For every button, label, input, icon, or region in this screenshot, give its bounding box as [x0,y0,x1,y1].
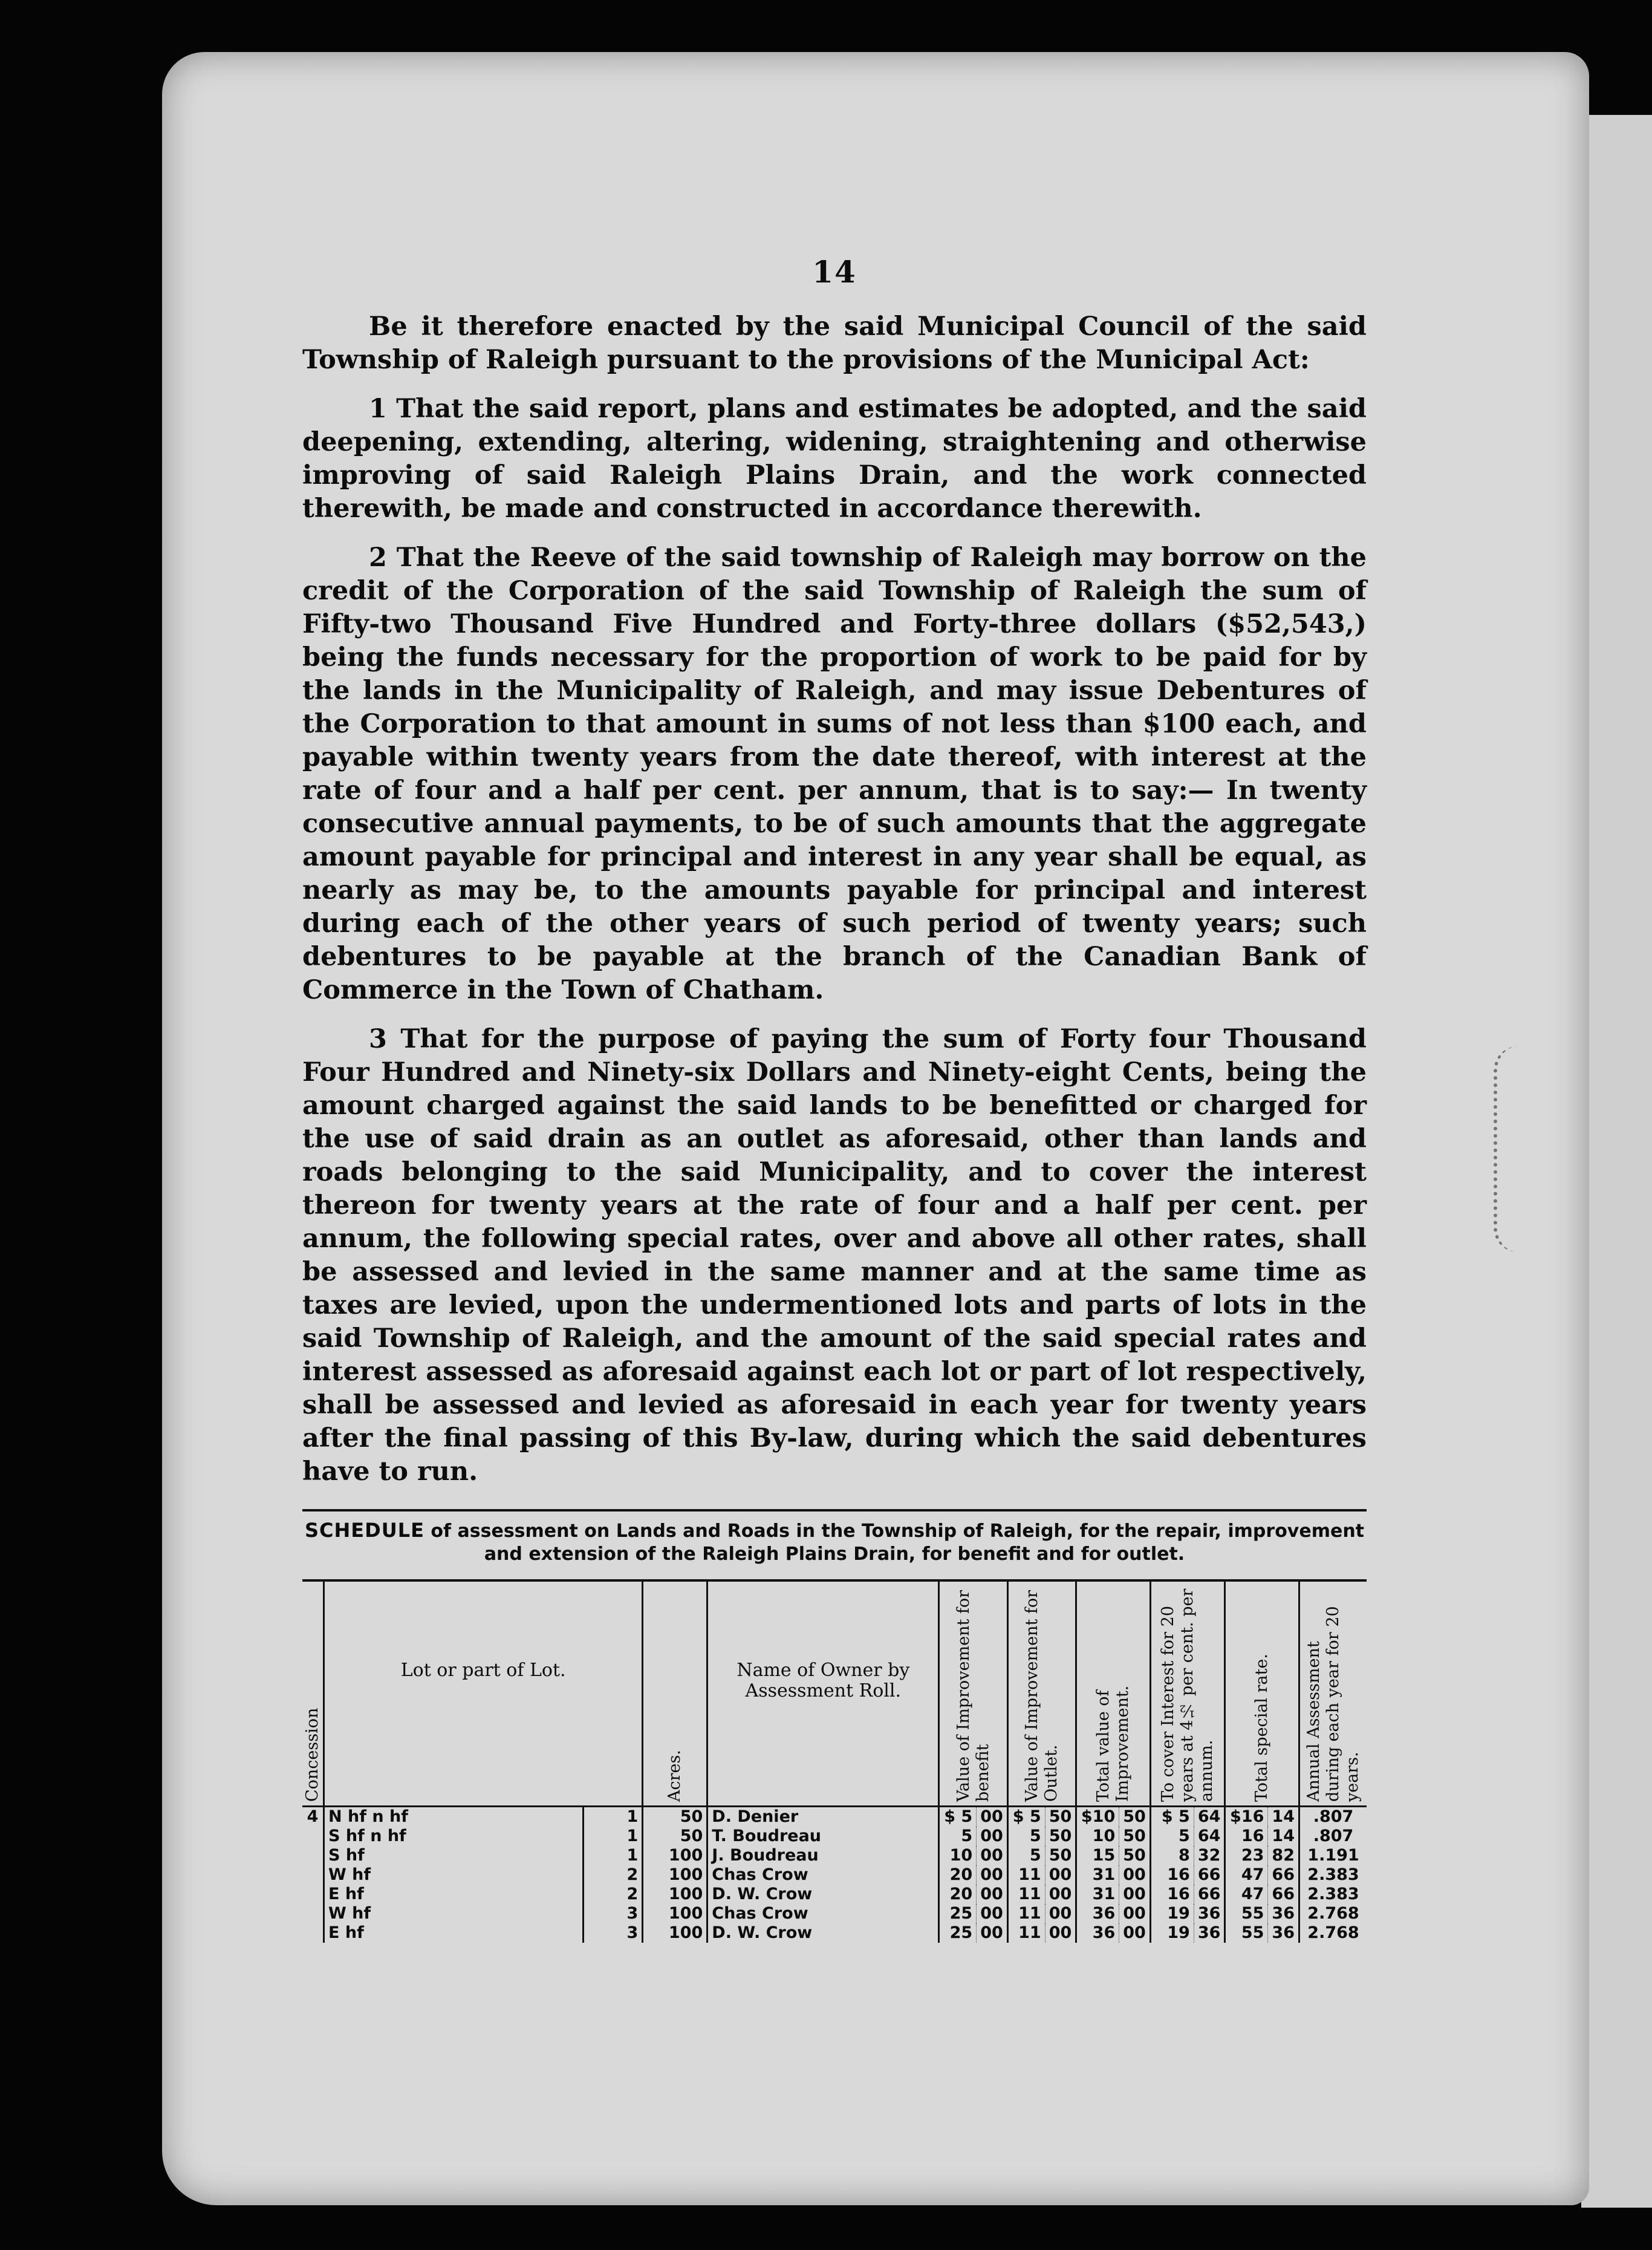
table-row [302,1885,1367,1904]
benefit-cents-cell: 00 [977,1827,1008,1846]
interest-dollars-cell: 5 [1150,1827,1194,1846]
col-header-interest: To cover Interest for 20 years at 4½ per cent. per annum. [1150,1580,1225,1807]
owner-cell: D. W. Crow [707,1885,939,1904]
schedule-caption [302,1519,1367,1566]
acres-cell: 50 [643,1827,707,1846]
lot-number-cell: 3 [583,1923,643,1943]
col-header-acres: Acres. [643,1580,707,1807]
outlet-dollars-cell: 11 [1007,1885,1045,1904]
interest-dollars-cell: 16 [1150,1865,1194,1885]
acres-cell: 100 [643,1885,707,1904]
col-header-outlet: Value of Improvement for Outlet. [1007,1580,1076,1807]
table-row [302,1807,1367,1827]
acres-cell: 100 [643,1865,707,1885]
outlet-dollars-cell: 5 [1007,1827,1045,1846]
benefit-cents-cell: 00 [977,1923,1008,1943]
benefit-dollars-cell: 25 [939,1923,977,1943]
facing-page-edge [1581,115,1652,2208]
outlet-cents-cell: 50 [1045,1846,1076,1865]
table-row [302,1904,1367,1923]
interest-cents-cell: 36 [1194,1923,1225,1943]
benefit-cents-cell: 00 [977,1807,1008,1827]
interest-cents-cell: 36 [1194,1904,1225,1923]
lot-cell: W hf [324,1865,584,1885]
concession-cell [302,1827,324,1846]
annual-assessment-cell: 2.768 [1299,1904,1367,1923]
acres-cell: 100 [643,1846,707,1865]
benefit-dollars-cell: 20 [939,1885,977,1904]
total-cents-cell: 50 [1119,1846,1151,1865]
outlet-cents-cell: 00 [1045,1904,1076,1923]
lot-number-cell: 2 [583,1865,643,1885]
table-header-row [302,1580,1367,1807]
interest-dollars-cell: 19 [1150,1923,1194,1943]
outlet-cents-cell: 00 [1045,1885,1076,1904]
special-cents-cell: 36 [1268,1923,1299,1943]
outlet-dollars-cell: 5 [1007,1846,1045,1865]
benefit-dollars-cell: 25 [939,1904,977,1923]
assessment-schedule-table [302,1579,1367,1943]
acres-cell: 50 [643,1807,707,1827]
special-cents-cell: 14 [1268,1807,1299,1827]
benefit-cents-cell: 00 [977,1885,1008,1904]
lot-number-cell: 1 [583,1807,643,1827]
lot-cell: S hf n hf [324,1827,584,1846]
outlet-dollars-cell: 11 [1007,1904,1045,1923]
outlet-dollars-cell: 11 [1007,1923,1045,1943]
schedule-rule [302,1509,1367,1511]
section-1: 1 That the said report, plans and estimates be adopted, and the said deepening, extending, altering, widening, straightening and otherwise improving of said Raleigh Plains Drain, and the work connected therewith, be made and constructed in accordance therewith. [302,394,1367,524]
total-dollars-cell: 10 [1076,1827,1119,1846]
section-2: 2 That the Reeve of the said township of Raleigh may borrow on the credit of the Corporation of the said Township of Raleigh the sum of Fifty-two Thousand Five Hundred and Forty-three dollars ($52,543,) being the funds necessary for the proportion of work to be paid for by the lands in the Municipality of Raleigh, and may issue Debentures of the Corporation to that amount in sums of not less than $100 each, and payable within twenty years from the date thereof, with interest at the rate of four and a half per cent. per annum, that is to say:— In twenty consecutive annual payments, to be of such amounts that the aggregate amount payable for principal and interest in any year shall be equal, as nearly as may be, to the amounts payable for principal and interest during each of the other years of such period of twenty years; such debentures to be payable at the branch of the Canadian Bank of Commerce in the Town of Chatham. [302,543,1367,1005]
total-cents-cell: 50 [1119,1827,1151,1846]
interest-dollars-cell: 8 [1150,1846,1194,1865]
interest-dollars-cell: 19 [1150,1904,1194,1923]
concession-cell [302,1846,324,1865]
table-row [302,1923,1367,1943]
schedule-body [302,1807,1367,1943]
total-cents-cell: 00 [1119,1865,1151,1885]
total-dollars-cell: $10 [1076,1807,1119,1827]
annual-assessment-cell: .807 [1299,1807,1367,1827]
section-3: 3 That for the purpose of paying the sum of Forty four Thousand Four Hundred and Ninety-six Dollars and Ninety-eight Cents, being the amount charged against the said lands to be benefitted or charged for the use of said drain as an outlet as aforesaid, other than lands and roads belonging to the said Municipality, and to cover the interest thereon for twenty years at the rate of four and a half per cent. per annum, the following special rates, over and above all other rates, shall be assessed and levied in the same manner and at the same time as taxes are levied, upon the undermentioned lots and parts of lots in the said Township of Raleigh, and the amount of the said special rates and interest assessed as aforesaid against each lot or part of lot respectively, shall be assessed and levied as aforesaid in each year for twenty years after the final passing of this By-law, during which the said debentures have to run. [302,1024,1367,1487]
interest-cents-cell: 66 [1194,1865,1225,1885]
interest-cents-cell: 32 [1194,1846,1225,1865]
owner-cell: J. Boudreau [707,1846,939,1865]
col-header-concession: Concession [302,1580,324,1807]
lot-number-cell: 1 [583,1827,643,1846]
lot-cell: S hf [324,1846,584,1865]
total-dollars-cell: 36 [1076,1923,1119,1943]
col-header-owner: Name of Owner by Assessment Roll. [707,1580,939,1807]
total-dollars-cell: 15 [1076,1846,1119,1865]
outlet-cents-cell: 50 [1045,1827,1076,1846]
concession-cell [302,1865,324,1885]
concession-cell: 4 [307,1807,319,1826]
total-dollars-cell: 31 [1076,1885,1119,1904]
special-dollars-cell: 55 [1225,1923,1268,1943]
annual-assessment-cell: 1.191 [1299,1846,1367,1865]
owner-cell: Chas Crow [707,1865,939,1885]
benefit-cents-cell: 00 [977,1904,1008,1923]
lot-number-cell: 1 [583,1846,643,1865]
owner-cell: T. Boudreau [707,1827,939,1846]
lot-number-cell: 3 [583,1904,643,1923]
col-header-total: Total value of Improvement. [1076,1580,1151,1807]
special-dollars-cell: 23 [1225,1846,1268,1865]
special-dollars-cell: 47 [1225,1885,1268,1904]
benefit-dollars-cell: 10 [939,1846,977,1865]
acres-cell: 100 [643,1904,707,1923]
special-dollars-cell: $16 [1225,1807,1268,1827]
interest-dollars-cell: 16 [1150,1885,1194,1904]
table-row [302,1827,1367,1846]
outlet-dollars-cell: 11 [1007,1865,1045,1885]
interest-dollars-cell: $ 5 [1150,1807,1194,1827]
col-header-special: Total special rate. [1225,1580,1299,1807]
page-number: 14 [812,254,857,290]
special-dollars-cell: 55 [1225,1904,1268,1923]
acres-cell: 100 [643,1923,707,1943]
special-dollars-cell: 16 [1225,1827,1268,1846]
special-cents-cell: 82 [1268,1846,1299,1865]
col-header-annual: Annual Assessment during each year for 20 years. [1299,1580,1367,1807]
lot-cell: W hf [324,1904,584,1923]
total-cents-cell: 00 [1119,1885,1151,1904]
benefit-dollars-cell: $ 5 [939,1807,977,1827]
col-header-benefit: Value of Improvement for benefit [939,1580,1008,1807]
total-dollars-cell: 36 [1076,1904,1119,1923]
outlet-cents-cell: 00 [1045,1865,1076,1885]
benefit-cents-cell: 00 [977,1846,1008,1865]
benefit-cents-cell: 00 [977,1865,1008,1885]
outlet-dollars-cell: $ 5 [1007,1807,1045,1827]
total-cents-cell: 00 [1119,1904,1151,1923]
concession-cell [302,1904,324,1923]
owner-cell: D. Denier [707,1807,939,1827]
owner-cell: Chas Crow [707,1904,939,1923]
annual-assessment-cell: 2.383 [1299,1885,1367,1904]
table-row [302,1865,1367,1885]
schedule-caption-text: of assessment on Lands and Roads in the Township of Raleigh, for the repair, improvement and extension of the Raleigh Plains Drain, for benefit and for outlet. [431,1521,1365,1565]
page-content [302,254,1367,1943]
benefit-dollars-cell: 20 [939,1865,977,1885]
special-cents-cell: 66 [1268,1865,1299,1885]
special-cents-cell: 66 [1268,1885,1299,1904]
concession-cell [302,1885,324,1904]
owner-cell: D. W. Crow [707,1923,939,1943]
concession-cell [302,1923,324,1943]
interest-cents-cell: 64 [1194,1827,1225,1846]
total-dollars-cell: 31 [1076,1865,1119,1885]
outlet-cents-cell: 50 [1045,1807,1076,1827]
lot-number-cell: 2 [583,1885,643,1904]
binding-stitch-marks [1494,1046,1546,1252]
annual-assessment-cell: 2.768 [1299,1923,1367,1943]
table-row [302,1846,1367,1865]
lot-cell: N hf n hf [324,1807,584,1827]
lot-cell: E hf [324,1885,584,1904]
interest-cents-cell: 64 [1194,1807,1225,1827]
enacting-clause: Be it therefore enacted by the said Municipal Council of the said Township of Raleigh pursuant to the provisions of the Municipal Act: [302,311,1367,375]
lot-cell: E hf [324,1923,584,1943]
benefit-dollars-cell: 5 [939,1827,977,1846]
outlet-cents-cell: 00 [1045,1923,1076,1943]
total-cents-cell: 50 [1119,1807,1151,1827]
total-cents-cell: 00 [1119,1923,1151,1943]
schedule-caption-lead: SCHEDULE [304,1519,424,1542]
annual-assessment-cell: 2.383 [1299,1865,1367,1885]
special-cents-cell: 14 [1268,1827,1299,1846]
col-header-lot: Lot or part of Lot. [324,1580,643,1807]
interest-cents-cell: 66 [1194,1885,1225,1904]
special-cents-cell: 36 [1268,1904,1299,1923]
annual-assessment-cell: .807 [1299,1827,1367,1846]
special-dollars-cell: 47 [1225,1865,1268,1885]
